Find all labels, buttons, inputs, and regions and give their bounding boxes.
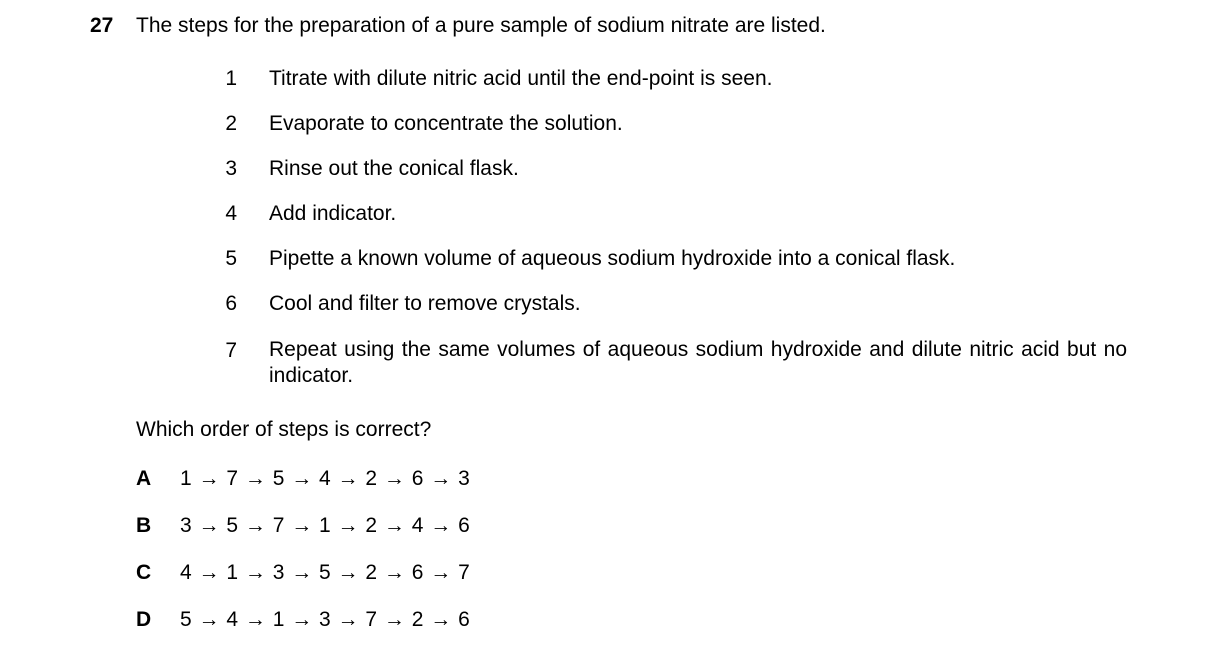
step-item: [200, 157, 1160, 181]
option-sequence: 1 → 7 → 5 → 4 → 2 → 6 → 3: [180, 467, 471, 490]
step-item: [200, 202, 1160, 226]
answer-option-a[interactable]: [136, 467, 470, 491]
step-number: 2: [225, 112, 237, 135]
question-prompt: Which order of steps is correct?: [136, 418, 432, 441]
option-letter: D: [136, 608, 152, 631]
option-sequence: 4 → 1 → 3 → 5 → 2 → 6 → 7: [180, 561, 471, 584]
question-stem: The steps for the preparation of a pure sample of sodium nitrate are listed.: [136, 14, 826, 37]
step-text: Add indicator.: [269, 202, 397, 225]
step-item: [200, 247, 1160, 271]
option-letter: A: [136, 467, 152, 490]
option-sequence: 3 → 5 → 7 → 1 → 2 → 4 → 6: [180, 514, 471, 537]
step-item: [200, 339, 1160, 389]
answer-option-b[interactable]: [136, 514, 470, 538]
step-number: 1: [225, 67, 237, 90]
step-text: Cool and filter to remove crystals.: [269, 292, 581, 315]
step-text: Evaporate to concentrate the solution.: [269, 112, 623, 135]
step-text: Titrate with dilute nitric acid until the end-point is seen.: [269, 67, 773, 90]
step-item: [200, 112, 1160, 136]
step-item: [200, 67, 1160, 91]
option-sequence: 5 → 4 → 1 → 3 → 7 → 2 → 6: [180, 608, 471, 631]
step-number: 3: [225, 157, 237, 180]
step-number: 4: [225, 202, 237, 225]
answer-option-c[interactable]: [136, 561, 470, 585]
step-number: 5: [225, 247, 237, 270]
question-number: 27: [90, 14, 114, 37]
step-text: Pipette a known volume of aqueous sodium hydroxide into a conical flask.: [269, 247, 956, 270]
step-number: 6: [225, 292, 237, 315]
step-text: Repeat using the same volumes of aqueous sodium hydroxide and dilute nitric acid but no indicator.: [269, 338, 1127, 387]
step-number: 7: [225, 339, 237, 362]
option-letter: B: [136, 514, 152, 537]
step-item: [200, 292, 1160, 316]
option-letter: C: [136, 561, 152, 584]
step-text: Rinse out the conical flask.: [269, 157, 519, 180]
answer-option-d[interactable]: [136, 608, 470, 632]
